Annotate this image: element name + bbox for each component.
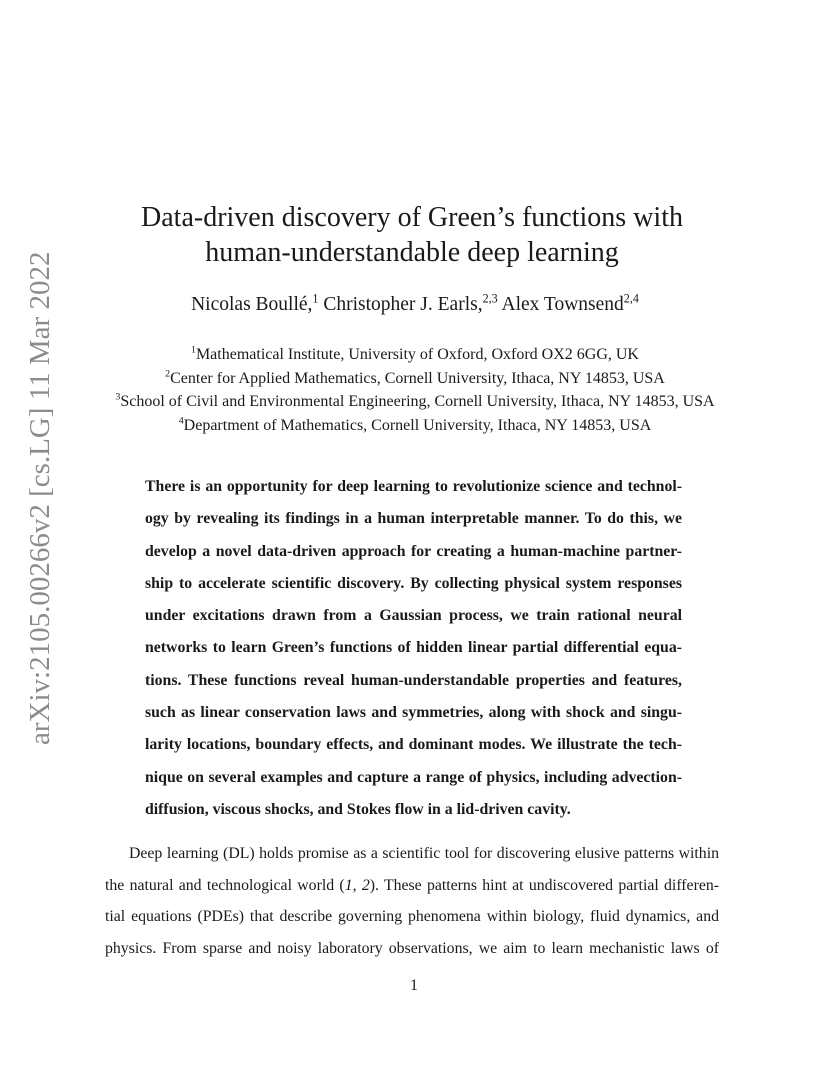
arxiv-identifier-stamp: arXiv:2105.00266v2 [cs.LG] 11 Mar 2022	[24, 251, 56, 745]
abstract-line: nique on several examples and capture a range of physics, including advection-	[145, 768, 682, 786]
body-text: tial equations (PDEs) that describe governing phenomena within biology, fluid dynamics, and	[105, 908, 719, 925]
body-line	[105, 933, 719, 965]
abstract-line: such as linear conservation laws and symmetries, along with shock and singu-	[145, 704, 682, 722]
author-affiliation-mark: 2,3	[482, 291, 498, 306]
affiliation-mark: 2	[165, 368, 171, 380]
affiliation	[100, 390, 730, 414]
abstract-line: networks to learn Green’s functions of hidden linear partial differential equa-	[145, 639, 682, 657]
body-text: physics. From sparse and noisy laboratory observations, we aim to learn mechanistic laws of	[105, 939, 719, 957]
body-text: ). These patterns hint at undiscovered partial differen-	[369, 876, 719, 894]
author-name: Alex Townsend	[497, 294, 624, 315]
affiliation	[100, 343, 730, 367]
author-name: Christopher J. Earls,	[318, 294, 483, 315]
abstract-line: diffusion, viscous shocks, and Stokes flow in a lid-driven cavity.	[145, 800, 571, 818]
abstract-line: larity locations, boundary effects, and dominant modes. We illustrate the tech-	[145, 736, 682, 754]
body-line	[105, 901, 719, 933]
affiliation-mark: 4	[178, 415, 184, 427]
abstract	[145, 471, 682, 826]
abstract-line: ship to accelerate scientific discovery. By collecting physical system responses	[145, 574, 682, 592]
affiliation	[100, 367, 730, 391]
affiliation-mark: 3	[115, 391, 121, 403]
author-affiliation-mark: 2,4	[623, 291, 639, 306]
affiliation-text: Department of Mathematics, Cornell University, Ithaca, NY 14853, USA	[183, 416, 652, 434]
body-line	[105, 870, 719, 902]
abstract-line: ogy by revealing its findings in a human interpretable manner. To do this, we	[145, 510, 682, 528]
affiliation-list	[100, 343, 730, 437]
title-line-2: human-understandable deep learning	[205, 237, 619, 268]
author-affiliation-mark: 1	[312, 291, 319, 306]
affiliation	[100, 414, 730, 438]
abstract-line: under excitations drawn from a Gaussian process, we train rational neural	[145, 607, 682, 625]
page-number: 1	[410, 977, 418, 994]
body-line	[105, 838, 719, 870]
author-name: Nicolas Boullé,	[191, 294, 313, 315]
body-paragraph	[105, 838, 719, 964]
abstract-line: There is an opportunity for deep learning to revolutionize science and technol-	[145, 478, 682, 495]
body-text: Deep learning (DL) holds promise as a scientific tool for discovering elusive patterns within	[129, 845, 719, 862]
body-text: the natural and technological world (	[105, 876, 345, 894]
affiliation-text: Mathematical Institute, University of Oxford, Oxford OX2 6GG, UK	[195, 346, 639, 363]
title-line-1: Data-driven discovery of Green’s functions with	[141, 202, 683, 233]
citation: 1, 2	[344, 876, 370, 894]
author-list	[100, 292, 730, 318]
abstract-line: tions. These functions reveal human-understandable properties and features,	[145, 671, 682, 689]
abstract-line: develop a novel data-driven approach for creating a human-machine partner-	[145, 542, 682, 560]
paper-title	[100, 200, 724, 270]
affiliation-mark: 1	[191, 344, 196, 356]
affiliation-text: School of Civil and Environmental Engineering, Cornell University, Ithaca, NY 14853, USA	[120, 393, 715, 410]
affiliation-text: Center for Applied Mathematics, Cornell University, Ithaca, NY 14853, USA	[170, 369, 665, 387]
